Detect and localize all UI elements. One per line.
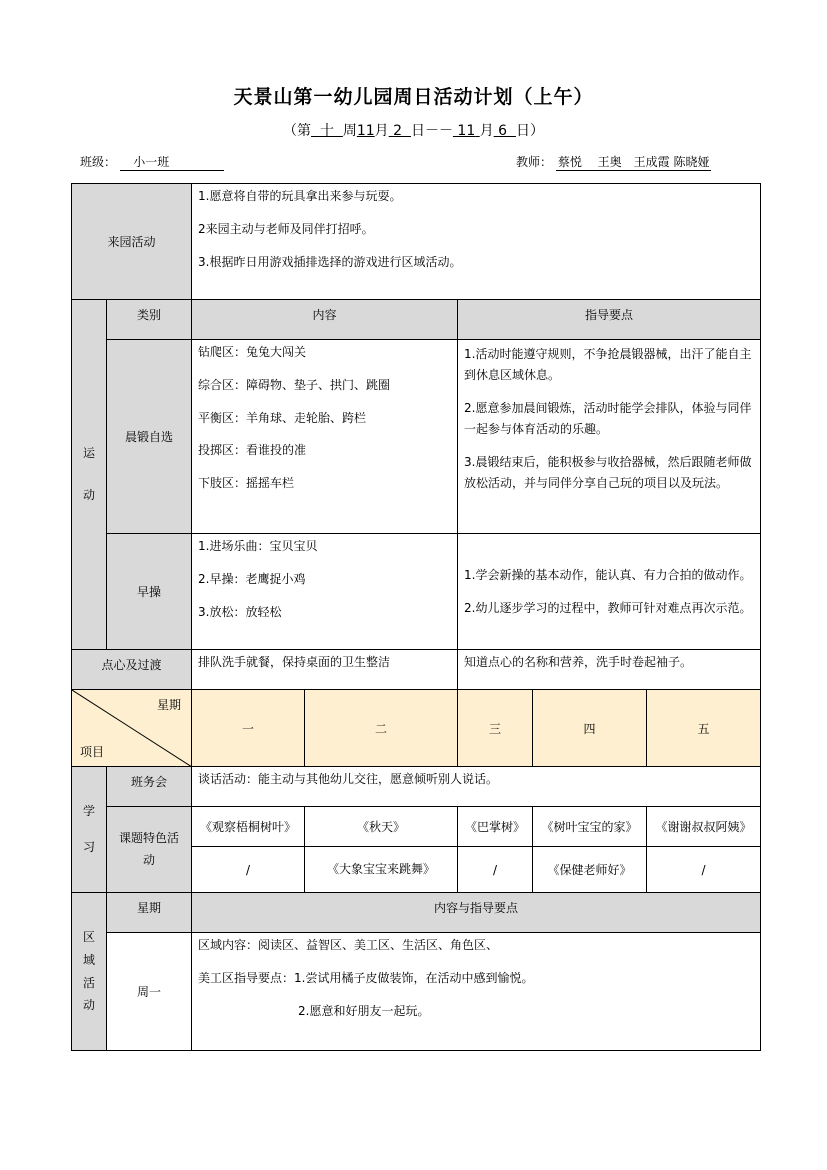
course-thursday-2: 《保健老师好》 bbox=[533, 847, 647, 893]
day-monday: 一 bbox=[192, 690, 305, 767]
course-monday-1: 《观察梧桐树叶》 bbox=[192, 807, 305, 847]
day-wednesday: 三 bbox=[458, 690, 533, 767]
snack-points: 知道点心的名称和营养，洗手时卷起袖子。 bbox=[458, 650, 761, 690]
course-tuesday-1: 《秋天》 bbox=[305, 807, 458, 847]
morning-exercise-label: 晨锻自选 bbox=[107, 340, 192, 534]
snack-content: 排队洗手就餐，保持桌面的卫生整洁 bbox=[192, 650, 458, 690]
arrival-label: 来园活动 bbox=[72, 184, 192, 300]
teacher-names: 蔡悦 王奥 王成霞 陈晓娅 bbox=[557, 155, 710, 169]
course-monday-2: / bbox=[192, 847, 305, 893]
date-text: 周 bbox=[342, 123, 357, 139]
points-header: 指导要点 bbox=[458, 300, 761, 340]
course-thursday-1: 《树叶宝宝的家》 bbox=[533, 807, 647, 847]
day-thursday: 四 bbox=[533, 690, 647, 767]
sport-label: 运 动 bbox=[72, 300, 107, 650]
course-wednesday-1: 《巴掌树》 bbox=[458, 807, 533, 847]
morning-exercise-content: 钻爬区：兔兔大闯关 综合区：障碍物、垫子、拱门、跳圈 平衡区：羊角球、走轮胎、跨栏 投掷区：看谁投的准 下肢区：摇摇车栏 bbox=[192, 340, 458, 534]
end-day: 6 bbox=[498, 123, 508, 139]
arrival-content bbox=[192, 184, 761, 300]
activity-plan-table bbox=[71, 183, 761, 1051]
date-text: 日－－ bbox=[410, 123, 453, 139]
teacher-info bbox=[516, 153, 711, 171]
area-label: 区 域 活 动 bbox=[72, 893, 107, 1051]
early-exercise-label: 早操 bbox=[107, 534, 192, 650]
study-label: 学 习 bbox=[72, 767, 107, 893]
class-name: 小一班 bbox=[120, 153, 224, 171]
area-content: 区域内容：阅读区、益智区、美工区、生活区、角色区、 美工区指导要点：1.尝试用橘子皮做装饰，在活动中感到愉悦。 2.愿意和好朋友一起玩。 bbox=[192, 933, 761, 1051]
course-wednesday-2: / bbox=[458, 847, 533, 893]
early-exercise-points: 1.学会新操的基本动作，能认真、有力合拍的做动作。 2.幼儿逐步学习的过程中，教师可针对难点再次示范。 bbox=[458, 534, 761, 650]
class-meeting-label: 班务会 bbox=[107, 767, 192, 807]
area-day-header: 星期 bbox=[107, 893, 192, 933]
content-header: 内容 bbox=[192, 300, 458, 340]
course-friday-2: / bbox=[647, 847, 761, 893]
class-meeting-content: 谈话活动：能主动与其他幼儿交往，愿意倾听别人说话。 bbox=[192, 767, 761, 807]
course-label: 课题特色活动 bbox=[107, 807, 192, 893]
end-month: 11 bbox=[457, 123, 476, 139]
week-header-corner bbox=[72, 690, 192, 767]
arrival-item: 2来园主动与老师及同伴打招呼。 bbox=[198, 221, 374, 236]
morning-exercise-points: 1.活动时能遵守规则，不争抢晨锻器械，出汗了能自主到休息区域休息。 2.愿意参加晨间锻炼，活动时能学会排队，体验与同伴一起参与体育活动的乐趣。 3.晨锻结束后，能积极参与收拾器械，然后跟随老师做放松活动，并与同伴分享自己玩的项目以及玩法。 bbox=[458, 340, 761, 534]
arrival-item: 1.愿意将自带的玩具拿出来参与玩耍。 bbox=[198, 189, 402, 203]
date-text: 月 bbox=[479, 123, 494, 139]
start-month: 11 bbox=[356, 123, 375, 139]
page-title: 天景山第一幼儿园周日活动计划（上午） bbox=[233, 86, 594, 108]
item-axis-label: 项目 bbox=[80, 745, 105, 759]
day-friday: 五 bbox=[647, 690, 761, 767]
arrival-item: 3.根据昨日用游戏插排选择的游戏进行区域活动。 bbox=[198, 254, 462, 269]
day-tuesday: 二 bbox=[305, 690, 458, 767]
course-friday-1: 《谢谢叔叔阿姨》 bbox=[647, 807, 761, 847]
date-text: 月 bbox=[374, 123, 389, 139]
teacher-label: 教师： bbox=[516, 155, 553, 169]
class-label: 班级： bbox=[80, 155, 117, 169]
week-number: 十 bbox=[319, 123, 334, 139]
early-exercise-content: 1.进场乐曲：宝贝宝贝 2.早操：老鹰捉小鸡 3.放松：放轻松 bbox=[192, 534, 458, 650]
category-header: 类别 bbox=[107, 300, 192, 340]
date-range bbox=[0, 120, 827, 140]
snack-label: 点心及过渡 bbox=[72, 650, 192, 690]
area-content-header: 内容与指导要点 bbox=[192, 893, 761, 933]
start-day: 2 bbox=[393, 123, 403, 139]
day-axis-label: 星期 bbox=[157, 698, 182, 712]
area-day-monday: 周一 bbox=[107, 933, 192, 1051]
course-tuesday-2: 《大象宝宝来跳舞》 bbox=[305, 847, 458, 893]
class-info bbox=[80, 153, 224, 171]
date-text: 日） bbox=[515, 123, 544, 139]
date-text: （第 bbox=[283, 123, 312, 139]
